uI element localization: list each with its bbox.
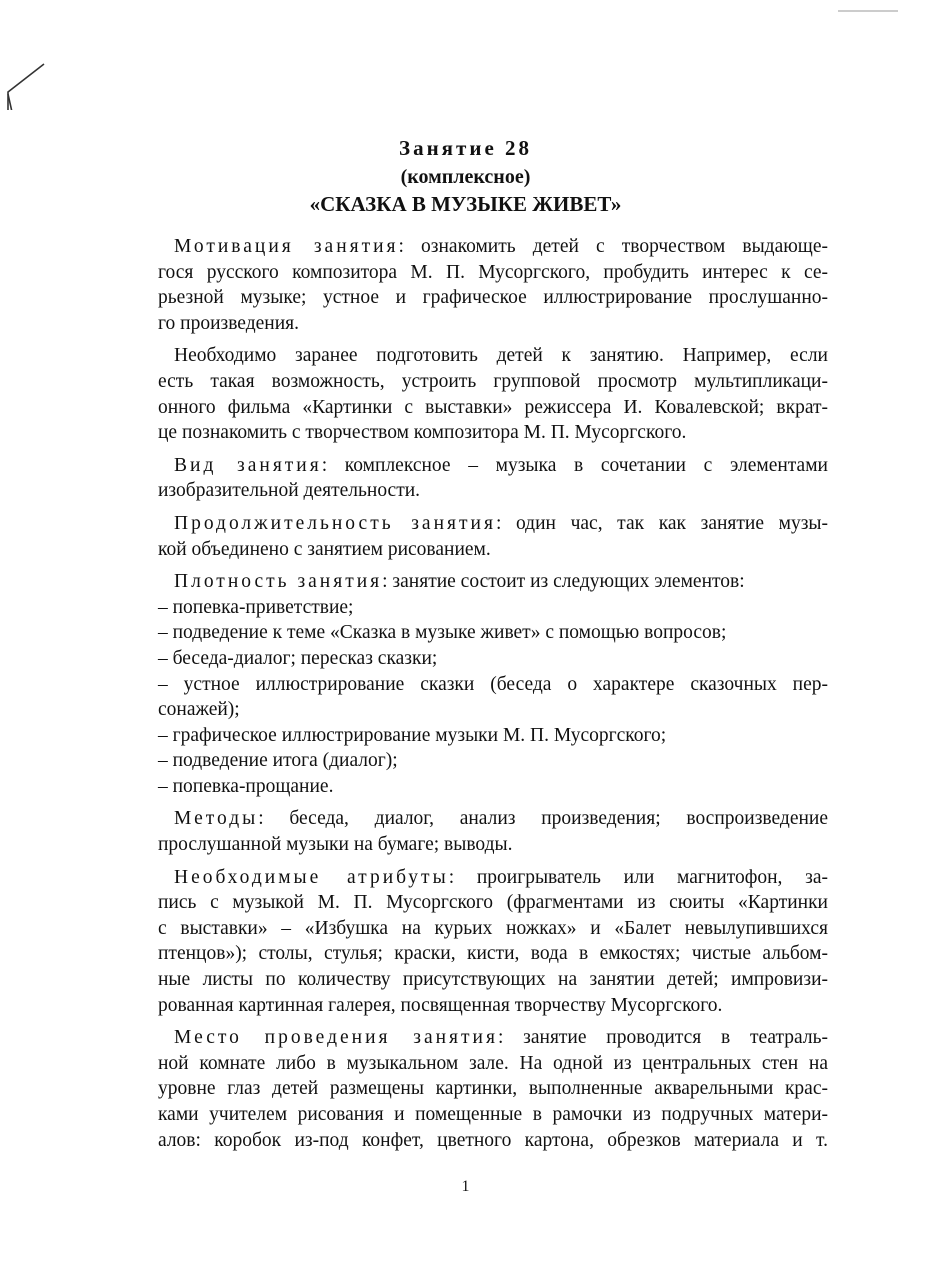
term-venue: Место проведения занятия (174, 1027, 498, 1049)
list-item: – устное иллюстрирование сказки (беседа о характере сказочных пер- (158, 673, 828, 695)
list-item: – подведение итога (диалог); (158, 750, 398, 772)
list-item: – беседа-диалог; пересказ сказки; (158, 647, 438, 669)
paragraph-duration: Продолжительность занятия: один час, так как занятие музы- кой объединено с занятием рисованием. (158, 512, 828, 560)
paragraph-attributes: Необходимые атрибуты: проигрыватель или магнитофон, за- пись с музыкой М. П. Мусоргского (фрагментами из сюиты «Картинки с выставки» – «Избушка на курьих ножках» и «Балет невылупившихся птенцов»); столы, стулья; краски, кисти, вода в емкостях; чистые альбом- ные листы по количеству присутствующих на занятии детей; импровизи- рованная картинная галерея, посвященная творчеству Мусоргского. (158, 866, 828, 1016)
list-item: – попевка-приветствие; (158, 596, 354, 618)
document-body (158, 234, 828, 1153)
pen-check-mark (0, 30, 50, 110)
paragraph-motivation: Мотивация занятия: ознакомить детей с творчеством выдающе- гося русского композитора М. П. Мусоргского, пробудить интерес к се- рьезной музыке; устное и графическое иллюстрирование прослушанно- го произведения. (158, 236, 828, 334)
term-attributes: Необходимые атрибуты (174, 866, 449, 888)
list-item: – подведение к теме «Сказка в музыке живет» с помощью вопросов; (158, 622, 727, 644)
scan-line-mark (838, 8, 898, 14)
term-motivation: Мотивация занятия (174, 236, 399, 257)
term-methods: Методы (174, 808, 259, 830)
paragraph-density: Плотность занятия: занятие состоит из следующих элементов: – попевка-приветствие; – подведение к теме «Сказка в музыке живет» с помощью вопросов; – беседа-диалог; пересказ сказки; – устное иллюстрирование сказки (беседа о характере сказочных пер- сонажей); – графическое иллюстрирование музыки М. П. Мусоргского; – подведение итога (диалог); – попевка-прощание. (158, 569, 828, 799)
term-type: Вид занятия (174, 454, 322, 476)
list-item: – попевка-прощание. (158, 775, 334, 797)
lesson-title: Занятие 28 (398, 136, 533, 160)
list-item: – графическое иллюстрирование музыки М. П. Мусоргского; (158, 724, 667, 746)
lesson-subtitle: (комплексное) (400, 166, 531, 188)
page-number: 1 (461, 1178, 470, 1195)
paragraph-venue: Место проведения занятия: занятие проводится в театраль- ной комнате либо в музыкальном зале. На одной из центральных стен на уровне глаз детей размещены картинки, выполненные акварельными крас- ками учителем рисования и помещенные в рамочки из подручных матери- алов: коробок из-под конфет, цветного картона, обрезков материала и т. (158, 1027, 828, 1151)
term-duration: Продолжительность занятия (174, 512, 496, 534)
term-density: Плотность занятия (174, 571, 383, 593)
paragraph-methods: Методы: беседа, диалог, анализ произведения; воспроизведение прослушанной музыки на бумаге; выводы. (158, 808, 828, 856)
lesson-name: «СКАЗКА В МУЗЫКЕ ЖИВЕТ» (309, 192, 622, 216)
paragraph-preparation: Необходимо заранее подготовить детей к занятию. Например, если есть такая возможность, устроить групповой просмотр мультипликаци- онного фильма «Картинки с выставки» режиссера И. Ковалевской; вкрат- це познакомить с творчеством композитора М. П. Мусоргского. (158, 345, 828, 444)
paragraph-type: Вид занятия: комплексное – музыка в сочетании с элементами изобразительной деятельности. (158, 454, 828, 502)
